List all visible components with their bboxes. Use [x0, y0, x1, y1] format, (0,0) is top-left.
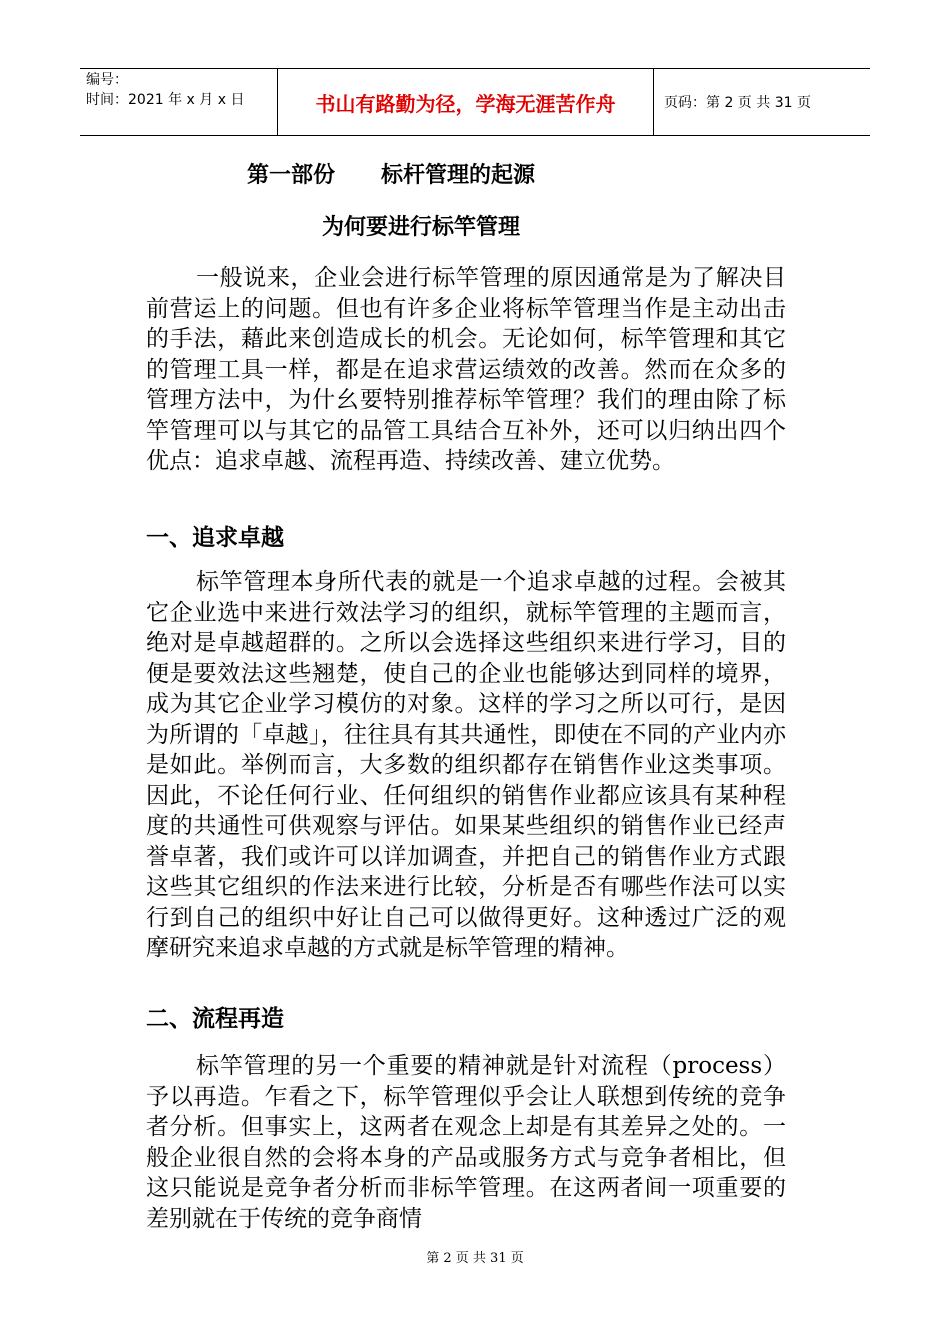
section1-paragraph: 标竿管理本身所代表的就是一个追求卓越的过程。会被其它企业选中来进行效法学习的组织，就标竿管理的主题而言，绝对是卓越超群的。之所以会选择这些组织来进行学习，目的便是要效法这些翘楚，使自己的企业也能够达到同样的境界，成为其它企业学习模仿的对象。这样的学习之所以可行，是因为所谓的「卓越」，往往具有其共通性，即使在不同的产业内亦是如此。举例而言，大多数的组织都存在销售作业这类事项。因此，不论任何行业、任何组织的销售作业都应该具有某种程度的共通性可供观察与评估。如果某些组织的销售作业已经声誉卓著，我们或许可以详加调查，并把自己的销售作业方式跟这些其它组织的作法来进行比较，分析是否有哪些作法可以实行到自己的组织中好让自己可以做得更好。这种透过广泛的观摩研究来追求卓越的方式就是标竿管理的精神。: [146, 569, 786, 961]
page-footer: 第 2 页 共 31 页: [426, 1251, 524, 1266]
header-table: [80, 68, 870, 136]
section2-paragraph: 标竿管理的另一个重要的精神就是针对流程（process）予以再造。乍看之下，标竿管理似乎会让人联想到传统的竞争者分析。但事实上，这两者在观念上却是有其差异之处的。一般企业很自然的会将本身的产品或服务方式与竞争者相比，但这只能说是竞争者分析而非标竿管理。在这两者间一项重要的差别就在于传统的竞争商情: [146, 1053, 786, 1232]
header-motto: 书山有路勤为径，学海无涯苦作舟: [278, 69, 654, 135]
section1-heading: 一、追求卓越: [146, 525, 284, 551]
header-meta: [80, 69, 278, 135]
number-label: 编号：: [86, 72, 128, 88]
date-label: 时间：2021 年 x 月 x 日: [86, 92, 245, 108]
subtitle: 为何要进行标竿管理: [322, 215, 521, 240]
section-title: 第一部份 标杆管理的起源: [247, 163, 535, 188]
section2-heading: 二、流程再造: [146, 1006, 284, 1032]
intro-paragraph: 一般说来，企业会进行标竿管理的原因通常是为了解决目前营运上的问题。但也有许多企业将标竿管理当作是主动出击的手法，藉此来创造成长的机会。无论如何，标竿管理和其它的管理工具一样，都是在追求营运绩效的改善。然而在众多的管理方法中，为什幺要特别推荐标竿管理？我们的理由除了标竿管理可以与其它的品管工具结合互补外，还可以归纳出四个优点：追求卓越、流程再造、持续改善、建立优势。: [146, 265, 786, 474]
header-page-info: 页码：第 2 页 共 31 页: [664, 95, 811, 111]
